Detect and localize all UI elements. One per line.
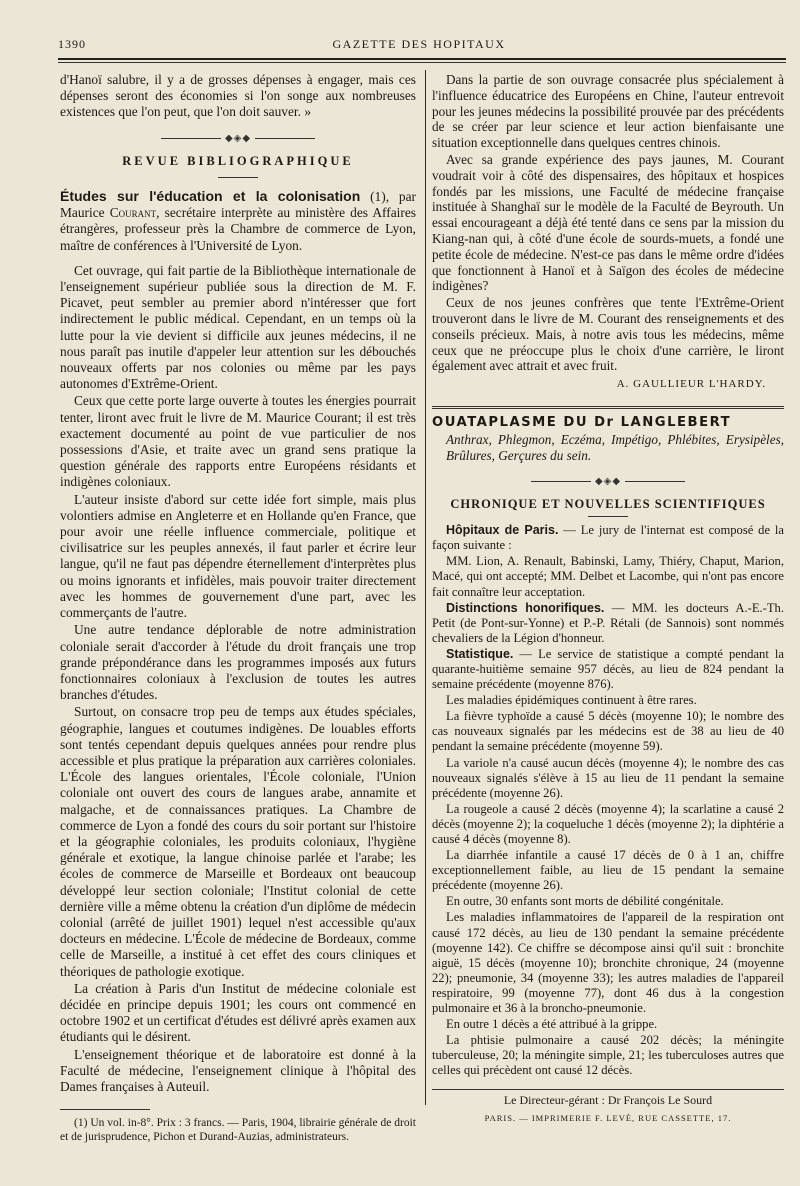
statistics-paragraph: Les maladies inflammatoires de l'appareil de la respiration ont causé 172 décès, au lieu de 130 pendant la semaine précédente (moyenne 142). Ce chiffre se décompose ainsi qu'il suit : bronchite aiguë, 15 décès (moyenne 10); bronchite chronique, 24 (moyenne 22); pneumonie, 34 (moyenne 33); les autres maladies de l'appareil respiratoire, 99 (moyenne 77), dont 46 dus à la congestion pulmonaire et 36 à la broncho-pneumonie.	[432, 910, 784, 1016]
review-paragraph: L'enseignement théorique et de laboratoire est donné à la Faculté de médecine, l'enseignement clinique à l'hôpital des Dames françaises à Auteuil.	[60, 1046, 416, 1094]
news-item-heading: Distinctions honorifiques.	[446, 600, 605, 615]
section-title: REVUE BIBLIOGRAPHIQUE	[122, 153, 354, 168]
short-rule	[588, 516, 628, 517]
news-item-text: — MM. les docteurs A.-E.-Th. Petit (de Pont-sur-Yonne) et P.-P. Rétali (de Sannois) sont nommés chevaliers de la Légion d'honneur.	[432, 600, 785, 645]
left-column	[60, 72, 416, 1145]
ornament-divider: ◆◈◆	[432, 474, 784, 490]
news-item-text: MM. Lion, A. Renault, Babinski, Lamy, Thiéry, Chaput, Marion, Macé, qui ont accepté; MM. Delbet et Lacombe, qui n'ont pas encore fait connaître leur acceptation.	[432, 554, 784, 599]
review-signature: A. GAULLIEUR L'HARDY.	[616, 378, 766, 391]
footnote-rule	[60, 1109, 150, 1110]
news-item-heading: Statistique.	[446, 646, 514, 661]
page-number: 1390	[58, 37, 86, 51]
review-paragraph: La création à Paris d'un Institut de médecine coloniale est décidée en principe depuis 1901; les cours ont commencé en octobre 1902 et un certificat d'études est délivré après examen aux étudiants qui le désirent.	[60, 980, 416, 1045]
short-rule	[218, 177, 258, 178]
footer-manager: Le Directeur-gérant : Dr François Le Sourd	[503, 1092, 713, 1107]
journal-title: GAZETTE DES HOPITAUX	[332, 37, 506, 51]
news-item	[432, 647, 784, 692]
advertisement-subtitle: Anthrax, Phlegmon, Eczéma, Impétigo, Phlébites, Erysipèles, Brûlures, Gerçures du sein.	[446, 432, 784, 463]
review-paragraph: L'auteur insiste d'abord sur cette idée fort simple, mais plus volontiers admise en Angleterre et en Hollande qu'en France, que pour avoir une réelle influence commerciale, politique et civilisatrice sur les peuples annexés, il faut parler et écrire leur langue, qu'il ne faut pas dépendre éternellement d'interprètes plus ou moins ignorants et infidèles, mais pouvoir traiter directement avec les hommes de gouvernement d'une part, avec les commerçants de l'autre.	[60, 491, 416, 621]
review-paragraph: Ceux que cette porte large ouverte à toutes les énergies pourrait tenter, liront avec fruit le livre de M. Maurice Courant; il est très exactement documenté au point de vue particulier de nos possessions d'Asie, et traite avec un grand sens pratique la question générale des rapports entre Européens résidants et indigènes coloniaux.	[60, 393, 416, 490]
statistics-paragraph: Les maladies épidémiques continuent à être rares.	[446, 693, 697, 708]
right-column	[432, 72, 784, 1126]
statistics-paragraph: La rougeole a causé 2 décès (moyenne 4); la scarlatine a causé 2 décès (moyenne 2); la coqueluche 1 décès (moyenne 2); la diphtérie a causé 4 décès (moyenne 8).	[432, 801, 784, 847]
intro-paragraph: d'Hanoï salubre, il y a de grosses dépenses à engager, mais ces dépenses seront des économies si l'on songe aux nombreuses existences que l'on peut, que l'on doit sauver. »	[60, 72, 416, 120]
ornament-divider: ◆◈◆	[60, 131, 416, 147]
statistics-paragraph: En outre 1 décès a été attribué à la grippe.	[446, 1017, 658, 1032]
running-head	[58, 37, 780, 57]
news-item	[432, 601, 784, 646]
review-paragraph: Dans la partie de son ouvrage consacrée plus spécialement à l'influence éducatrice des Européens en Chine, l'auteur entrevoit pour les jeunes médecins la possibilité prouvée par des précédents de se créer par leur science et leur action bienfaisante une situation exceptionnelle dans quelques centres chinois.	[432, 72, 784, 151]
footnote: (1) Un vol. in-8°. Prix : 3 francs. — Paris, 1904, librairie générale de droit et de jurisprudence, Pichon et Durand-Auzias, administrateurs.	[60, 1117, 416, 1144]
advertisement	[432, 406, 784, 463]
footer-rule	[432, 1089, 784, 1090]
statistics-paragraph: En outre, 30 enfants sont morts de débilité congénitale.	[446, 894, 724, 909]
review-paragraph: Une autre tendance déplorable de notre administration coloniale serait d'accorder à l'étude du droit français une trop grande prépondérance dans les programmes imposés aux futurs fonctionnaires coloniaux à l'exclusion de toutes les autres branches d'études.	[60, 622, 416, 703]
review-paragraph: Avec sa grande expérience des pays jaunes, M. Courant voudrait voir à côté des dispensaires, des hôpitaux et hospices fondés par les missions, une Faculté de médecine française instituée à Shanghaï sur le modèle de la Faculté de Beyrouth. Un essai encourageant a déjà été tenté dans ce sens par la mission du Kiang-nan qui, à côté d'une école de sourds-muets, a fondé une petite école de médecine. N'est-ce pas dans le même ordre d'idées que fonctionnent à Hanoï et à Saïgon des écoles de médecine indigènes?	[432, 151, 784, 294]
statistics-paragraph: La diarrhée infantile a causé 17 décès de 0 à 1 an, chiffre exceptionnellement faible, au lieu de 15 pendant la semaine précédente (moyenne 26).	[432, 848, 784, 893]
column-divider	[425, 70, 426, 1105]
statistics-paragraph: La phtisie pulmonaire a causé 202 décès; la méningite tuberculeuse, 20; la méningite simple, 21; les tuberculoses autres que celles qui précèdent ont causé 12 décès.	[432, 1033, 784, 1078]
review-paragraph: Cet ouvrage, qui fait partie de la Bibliothèque internationale de l'enseignement supérieur publiée sous la direction de M. F. Picavet, peut sembler au premier abord n'intéresser que fort indirectement le public médical. Cependant, en un temps où la lutte pour la vie devient si difficile aux jeunes médecins, il ne nous paraît pas inutile d'appeler leur attention sur les débouchés nouveaux offerts par nos colonies ou même par les pays autonomes d'Extrême-Orient.	[60, 262, 416, 392]
header-rule-thick	[58, 58, 786, 60]
news-item-text: — Le service de statistique a compté pendant la quarante-huitième semaine 957 décès, au lieu de 824 pendant la semaine précédente (moyenne 876).	[432, 646, 784, 692]
review-paragraph: Surtout, on consacre trop peu de temps aux études spéciales, géographie, langues et coutumes indigènes. De louables efforts sont tentés cependant depuis quelques années pour rendre plus accessible et plus pratique la préparation aux carrières coloniales. L'École des langues orientales, l'École coloniale, l'Union coloniale ont ouvert des cours de langues arabe, annamite et malgache, et de connaissances pratiques. La Chambre de commerce de Lyon a fondé des cours du soir portant sur l'histoire et la géographie coloniales, les produits coloniaux, l'hygiène générale et exotique, la langue chinoise parlée et l'arabe; les écoles de commerce de Marseille et Bordeaux ont beaucoup développé leur section coloniale; l'Institut colonial de cette dernière ville a même obtenu la création d'un diplôme de médecin colonial (arrêté de juillet 1901) lequel n'est accessible qu'aux docteurs en médecine. L'École de médecine de Bordeaux, comme celle de Marseille, a institué à cet effet des cours cliniques et théoriques de pathologie exotique.	[60, 704, 416, 979]
news-item	[432, 554, 784, 599]
book-title: Études sur l'éducation et la colonisation	[60, 188, 361, 205]
book-heading	[60, 188, 416, 254]
review-paragraph: Ceux de nos jeunes confrères que tente l'Extrême-Orient trouveront dans le livre de M. Courant des renseignements et des conseils précieux. Mais, à notre avis tous les médecins, même ceux que ne préoccupe plus le choix d'une carrière, le liront également avec attrait et avec fruit.	[432, 295, 784, 374]
header-rule-thin	[58, 62, 786, 63]
statistics-paragraph: La variole n'a causé aucun décès (moyenne 4); le nombre des cas nouveaux signalés s'élève à 15 au lieu de 11 pendant la semaine précédente (moyenne 26).	[432, 755, 784, 800]
chronicle-title: CHRONIQUE ET NOUVELLES SCIENTIFIQUES	[450, 496, 766, 511]
footer-printer: PARIS. — IMPRIMERIE F. LEVÉ, RUE CASSETTE, 17.	[484, 1112, 732, 1123]
statistics-paragraph: La fièvre typhoïde a causé 5 décès (moyenne 10); le nombre des cas nouveaux signalés par les médecins est de 38 au lieu de 40 pendant la semaine précédente (moyenne 59).	[432, 709, 784, 754]
book-author-description: , secrétaire interprète au ministère des Affaires étrangères, professeur près la Chambre de commerce de Lyon, maître de conférences à l'Université de Lyon.	[60, 205, 416, 253]
book-author: Courant	[109, 205, 157, 221]
advertisement-title: OUATAPLASME DU Dr LANGLEBERT	[432, 415, 732, 431]
book-author-prefix: , par Maurice	[60, 189, 416, 221]
book-note-ref: (1)	[370, 189, 386, 205]
news-item-heading: Hôpitaux de Paris.	[446, 523, 559, 538]
news-item-text: — Le jury de l'internat est composé de la façon suivante :	[432, 523, 784, 553]
news-item	[432, 523, 784, 553]
